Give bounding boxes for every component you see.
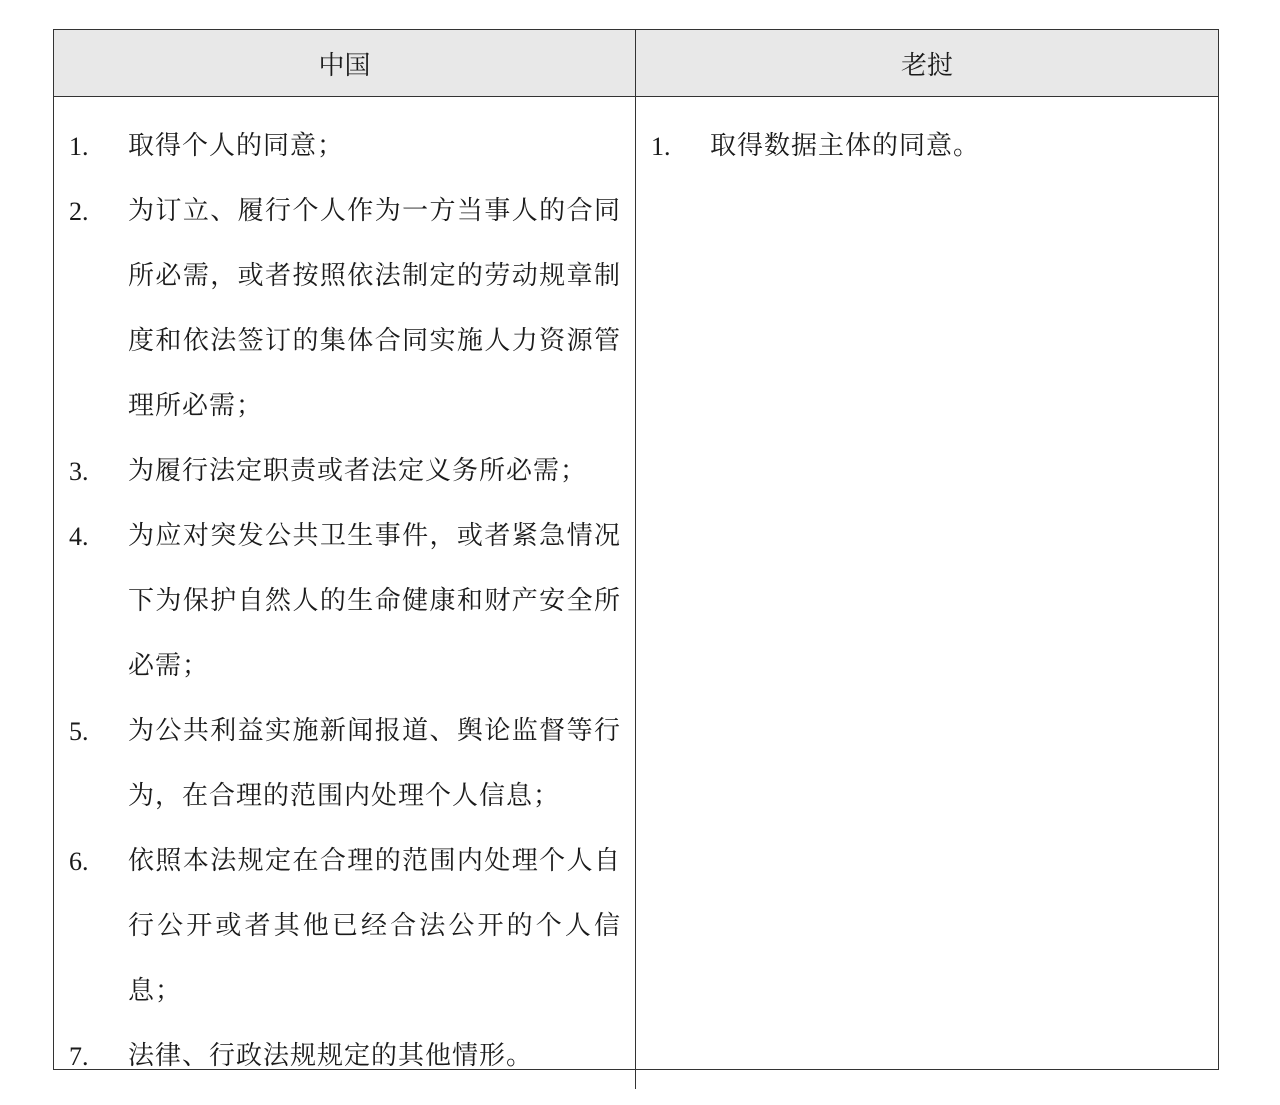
china-cell <box>54 97 636 1089</box>
item-text: 法律、行政法规规定的其他情形。 <box>128 1041 534 1071</box>
list-item <box>69 114 635 179</box>
laos-list <box>651 114 1218 179</box>
laos-cell <box>636 97 1218 1089</box>
item-text: 为履行法定职责或者法定义务所必需； <box>128 456 588 486</box>
header-laos: 老挝 <box>636 30 1218 97</box>
list-item <box>69 1024 635 1089</box>
item-number: 2. <box>69 197 89 226</box>
list-item <box>69 439 635 504</box>
item-number: 3. <box>69 457 89 486</box>
china-list <box>69 114 635 1089</box>
item-text: 取得数据主体的同意。 <box>710 131 981 161</box>
item-number: 1. <box>651 132 671 161</box>
item-number: 5. <box>69 717 89 746</box>
item-text: 依照本法规定在合理的范围内处理个人自行公开或者其他已经合法公开的个人信息； <box>128 846 621 1006</box>
item-number: 1. <box>69 132 89 161</box>
list-item <box>69 699 635 829</box>
item-text: 为公共利益实施新闻报道、舆论监督等行为，在合理的范围内处理个人信息； <box>128 716 621 811</box>
list-item <box>651 114 1218 179</box>
item-text: 为订立、履行个人作为一方当事人的合同所必需，或者按照依法制定的劳动规章制度和依法签订的集体合同实施人力资源管理所必需； <box>128 196 621 421</box>
list-item <box>69 504 635 699</box>
comparison-table <box>53 29 1219 1070</box>
item-number: 6. <box>69 847 89 876</box>
item-text: 为应对突发公共卫生事件，或者紧急情况下为保护自然人的生命健康和财产安全所必需； <box>128 521 621 681</box>
item-number: 4. <box>69 522 89 551</box>
list-item <box>69 829 635 1024</box>
item-number: 7. <box>69 1042 89 1071</box>
item-text: 取得个人的同意； <box>128 131 345 161</box>
list-item <box>69 179 635 439</box>
header-china: 中国 <box>54 30 636 97</box>
